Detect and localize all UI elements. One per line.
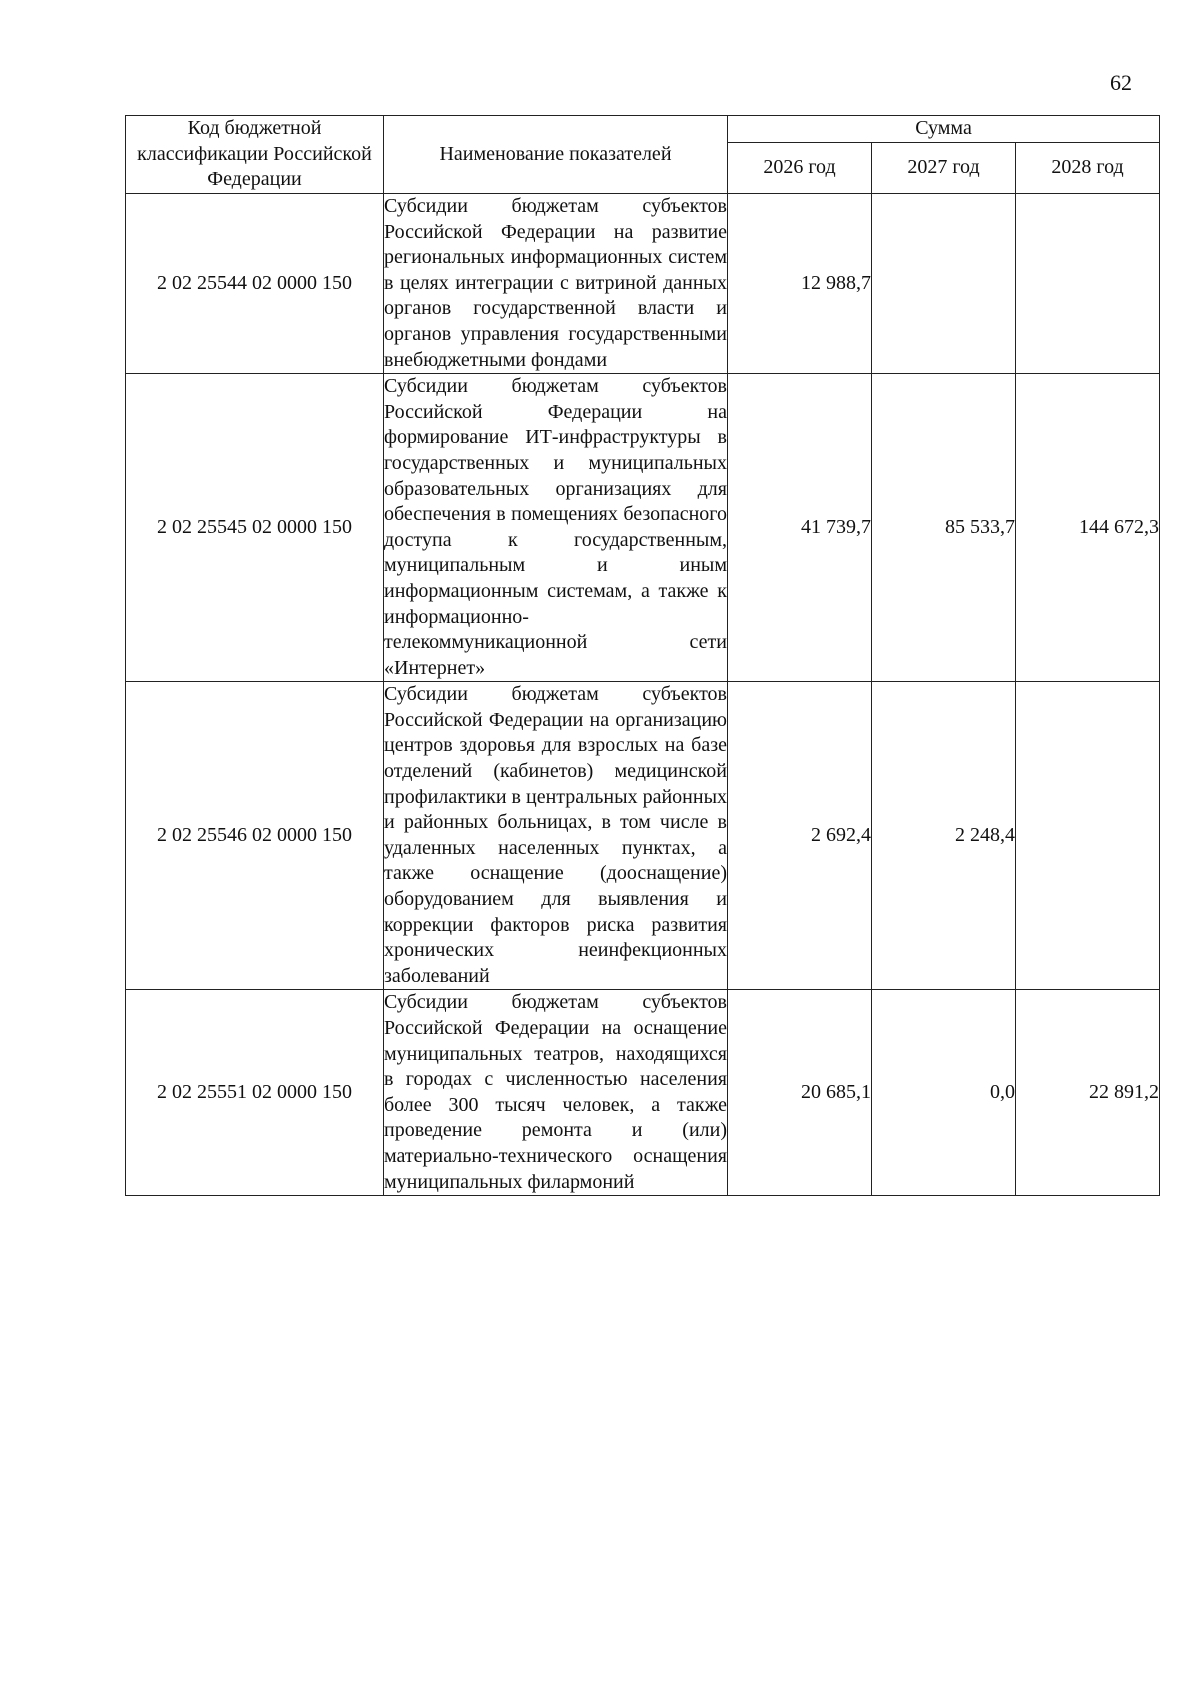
row-name: Субсидии бюджетам субъектов Российской Федерации на организацию центров здоровья для взрослых на базе отделений (кабинетов) медицинской профилактики в центральных районных и районных больницах, в том числе в удаленных населенных пунктах, а также оснащение (дооснащение) оборудованием для выявления и коррекции факторов риска развития хронических неинфекционных заболеваний bbox=[384, 682, 728, 990]
header-code: Код бюджетной классификации Российской Федерации bbox=[126, 116, 384, 194]
row-value-2027 bbox=[872, 194, 1016, 374]
header-name: Наименование показателей bbox=[384, 116, 728, 194]
table-row bbox=[126, 374, 1160, 682]
row-value-2028 bbox=[1016, 682, 1160, 990]
header-year-2028: 2028 год bbox=[1016, 143, 1160, 194]
row-value-2027: 0,0 bbox=[872, 990, 1016, 1196]
row-value-2026: 12 988,7 bbox=[728, 194, 872, 374]
row-value-2028: 22 891,2 bbox=[1016, 990, 1160, 1196]
table-row bbox=[126, 682, 1160, 990]
table-header bbox=[126, 116, 1160, 194]
row-value-2026: 41 739,7 bbox=[728, 374, 872, 682]
page-number: 62 bbox=[1110, 70, 1132, 95]
row-value-2026: 2 692,4 bbox=[728, 682, 872, 990]
row-name: Субсидии бюджетам субъектов Российской Федерации на развитие региональных информационных систем в целях интеграции с витриной данных органов государственной власти и органов управления государственными внебюджетными фондами bbox=[384, 194, 728, 374]
header-sum: Сумма bbox=[728, 116, 1160, 143]
header-year-2026: 2026 год bbox=[728, 143, 872, 194]
row-code: 2 02 25545 02 0000 150 bbox=[126, 374, 384, 682]
table-row bbox=[126, 990, 1160, 1196]
row-code: 2 02 25546 02 0000 150 bbox=[126, 682, 384, 990]
row-code: 2 02 25544 02 0000 150 bbox=[126, 194, 384, 374]
row-name: Субсидии бюджетам субъектов Российской Федерации на формирование ИТ-инфраструктуры в государственных и муниципальных образовательных организациях для обеспечения в помещениях безопасного доступа к государственным, муниципальным и иным информационным системам, а также к информационно-телекоммуникационной сети «Интернет» bbox=[384, 374, 728, 682]
header-year-2027: 2027 год bbox=[872, 143, 1016, 194]
row-name: Субсидии бюджетам субъектов Российской Федерации на оснащение муниципальных театров, находящихся в городах с численностью населения более 300 тысяч человек, а также проведение ремонта и (или) материально-технического оснащения муниципальных филармоний bbox=[384, 990, 728, 1196]
budget-table bbox=[125, 115, 1160, 1196]
row-value-2027: 85 533,7 bbox=[872, 374, 1016, 682]
row-value-2028: 144 672,3 bbox=[1016, 374, 1160, 682]
row-value-2026: 20 685,1 bbox=[728, 990, 872, 1196]
row-value-2027: 2 248,4 bbox=[872, 682, 1016, 990]
table-row bbox=[126, 194, 1160, 374]
row-value-2028 bbox=[1016, 194, 1160, 374]
row-code: 2 02 25551 02 0000 150 bbox=[126, 990, 384, 1196]
